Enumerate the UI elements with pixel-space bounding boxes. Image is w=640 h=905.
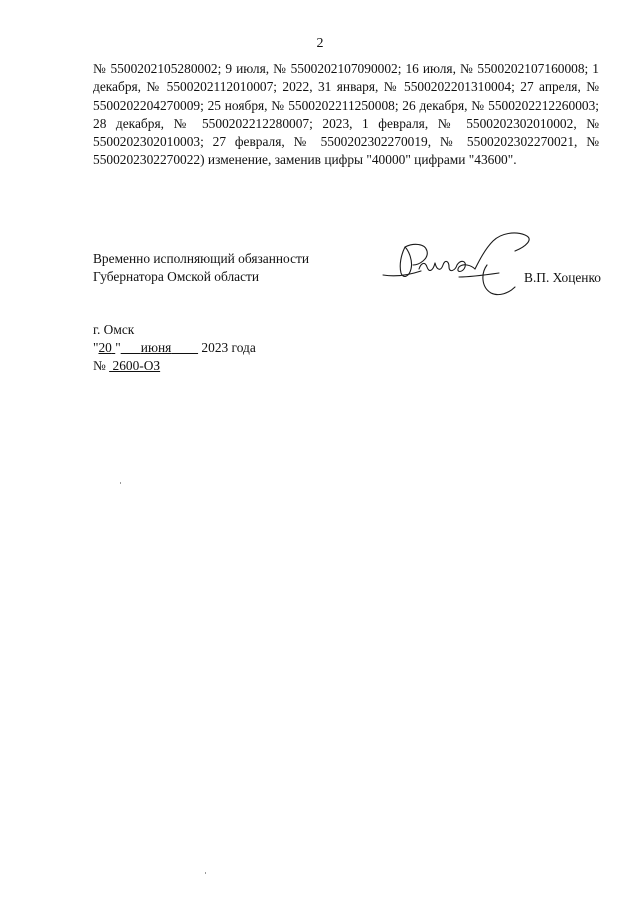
date-open-quote: " <box>93 340 99 355</box>
place-date-number-block <box>93 321 256 375</box>
number-sign: № <box>93 358 106 373</box>
body-paragraph: № 5500202105280002; 9 июля, № 5500202107090002; 16 июля, № 5500202107160008; 1 декабря, № 5500202112010007; 2022, 31 января, № 5500202201310004; 27 апреля, № 5500202204270009; 25 ноября, № 5500202211250008; 26 декабря, № 5500202212260003; 28 декабря, № 5500202212280007; 2023, 1 февраля, № 5500202302010002, № 5500202302010003; 27 февраля, № 5500202302270019, № 5500202302270021, № 5500202302270022) изменение, заменив цифры "40000" цифрами "43600". <box>93 61 599 168</box>
signatory-title <box>93 250 309 286</box>
signatory-title-line-1: Временно исполняющий обязанности <box>93 251 310 266</box>
signatory-title-line-2: Губернатора Омской области <box>93 269 260 284</box>
city: г. Омск <box>93 322 135 337</box>
number-line <box>93 357 256 375</box>
date-year: 2023 года <box>201 340 256 355</box>
date-day: 20 <box>98 340 112 355</box>
city-line <box>93 321 256 339</box>
page-number: 2 <box>316 36 324 51</box>
date-close-quote: " <box>115 340 121 355</box>
date-line <box>93 339 256 357</box>
document-number: 2600-ОЗ <box>112 358 161 373</box>
scan-speck <box>120 482 121 484</box>
scan-speck <box>205 872 206 874</box>
handwritten-signature <box>375 225 540 305</box>
date-month: июня <box>140 340 172 355</box>
signatory-name: В.П. Хоценко <box>524 270 601 285</box>
